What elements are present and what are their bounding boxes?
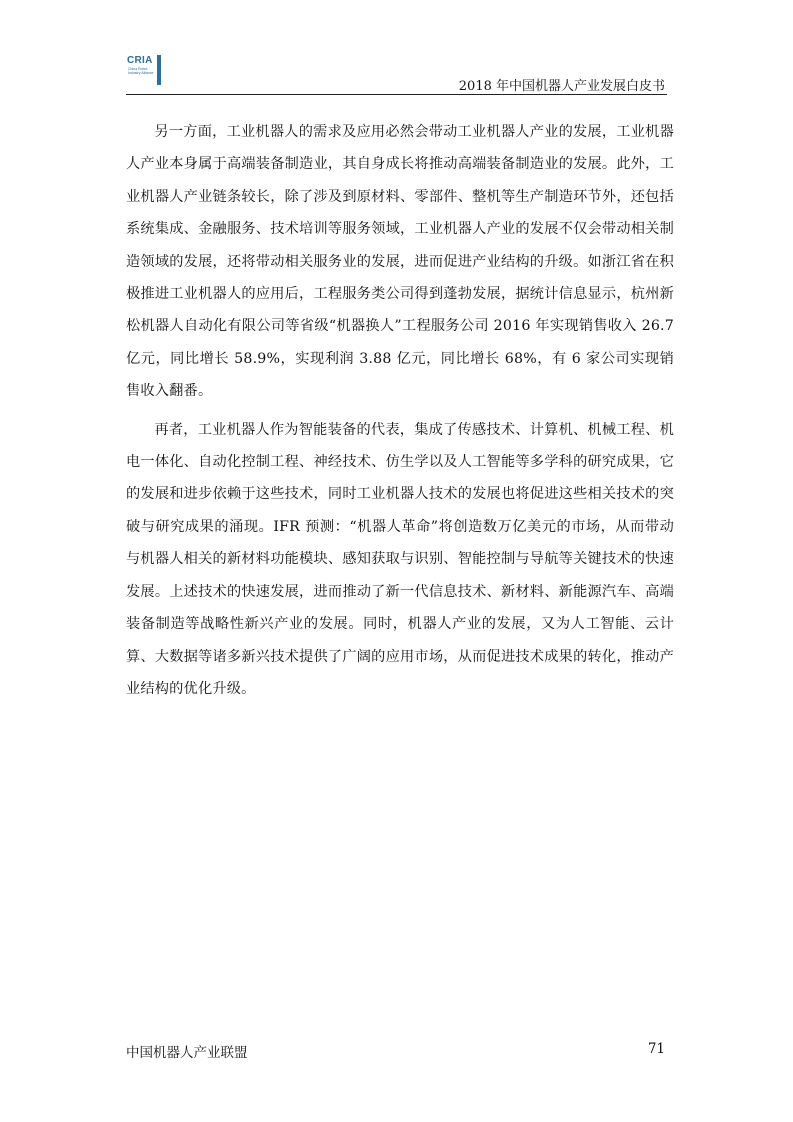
logo-bar-shape [157, 55, 161, 85]
paragraph-1: 另一方面，工业机器人的需求及应用必然会带动工业机器人产业的发展，工业机器人产业本身属于高端装备制造业，其自身成长将推动高端装备制造业的发展。此外，工业机器人产业链条较长，除了涉及到原材料、零部件、整机等生产制造环节外，还包括系统集成、金融服务、技术培训等服务领域，工业机器人产业的发展不仅会带动相关制造领域的发展，还将带动相关服务业的发展，进而促进产业结构的升级。如浙江省在积极推进工业机器人的应用后，工程服务类公司得到蓬勃发展，据统计信息显示，杭州新松机器人自动化有限公司等省级“机器换人”工程服务公司 2016 年实现销售收入 26.7 亿元，同比增长 58.9%，实现利润 3.88 亿元，同比增长 68%，有 6 家公司实现销售收入翻番。 [126, 124, 674, 400]
footer-organization: 中国机器人产业联盟 [126, 1045, 248, 1061]
header-title: 2018 年中国机器人产业发展白皮书 [458, 79, 665, 94]
logo-subtitle: China Robot Industry Alliance [128, 67, 154, 75]
page-number: 71 [647, 1041, 665, 1057]
paragraph-2: 再者，工业机器人作为智能装备的代表，集成了传感技术、计算机、机械工程、机电一体化、自动化控制工程、神经技术、仿生学以及人工智能等多学科的研究成果，它的发展和进步依赖于这些技术，同时工业机器人技术的发展也将促进这些相关技术的突破与研究成果的涌现。IFR 预测：“机器人革命”将创造数万亿美元的市场，从而带动与机器人相关的新材料功能模块、感知获取与识别、智能控制与导航等关键技术的快速发展。上述技术的快速发展，进而推动了新一代信息技术、新材料、新能源汽车、高端装备制造等战略性新兴产业的发展。同时，机器人产业的发展，又为人工智能、云计算、大数据等诸多新兴技术提供了广阔的应用市场，从而促进技术成果的转化，推动产业结构的优化升级。 [126, 421, 674, 697]
page-body [126, 116, 674, 711]
header-divider [126, 94, 667, 95]
logo-text: CRIA [127, 55, 153, 66]
